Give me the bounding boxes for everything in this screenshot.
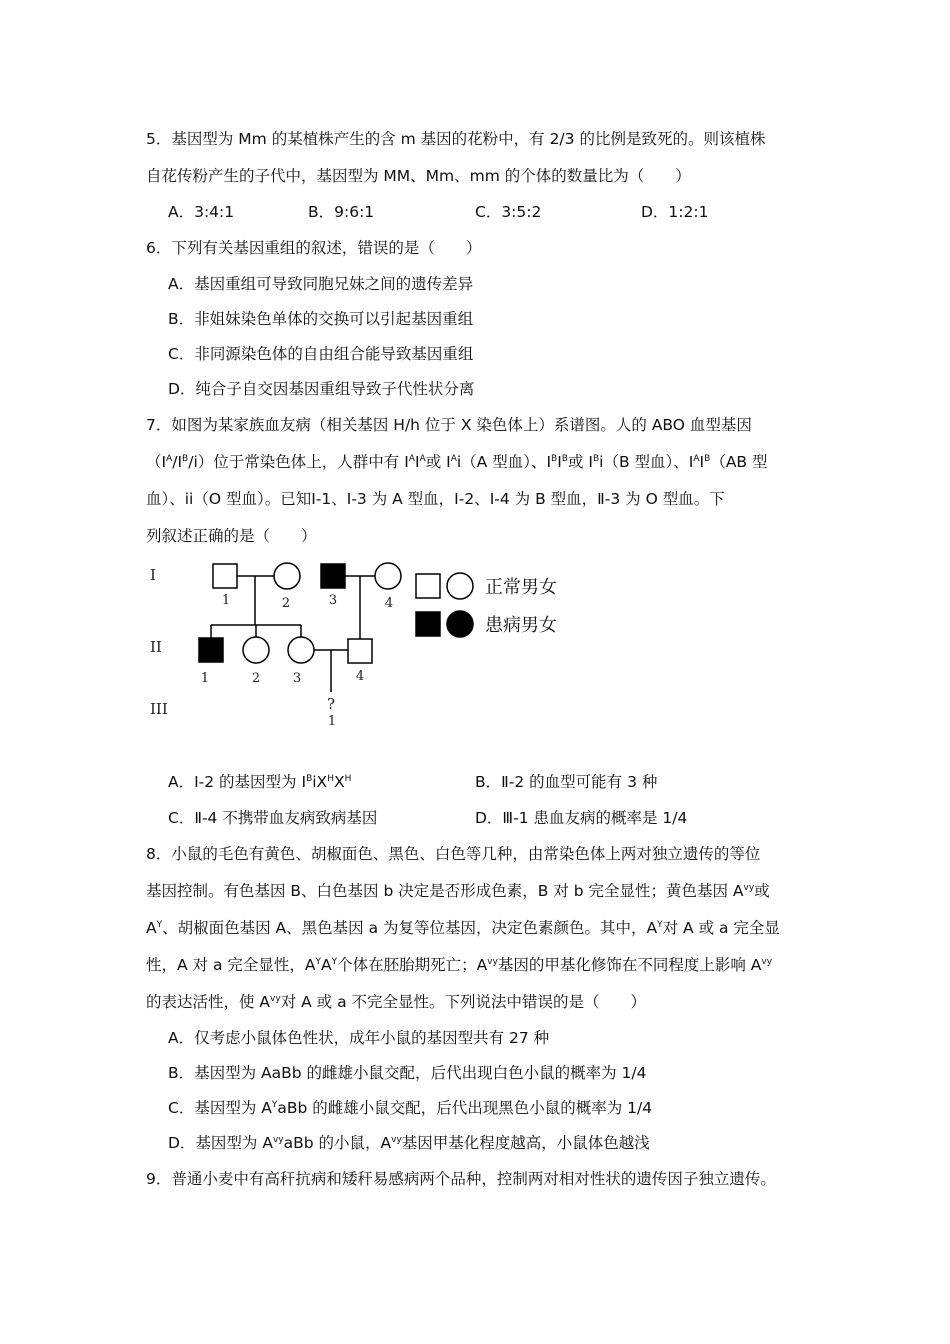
- gen1-num-3: 3: [328, 593, 338, 608]
- legend-normal-label: 正常男女: [485, 577, 557, 598]
- gen2-num-2: 2: [251, 671, 261, 686]
- q6-option-b[interactable]: B．非姐妹染色单体的交换可以引起基因重组: [168, 310, 474, 328]
- q5-option-a[interactable]: A．3:4:1: [168, 203, 235, 221]
- q7-stem-line4: 列叙述正确的是（ ）: [146, 527, 317, 545]
- q6-option-c[interactable]: C．非同源染色体的自由组合能导致基因重组: [168, 345, 474, 363]
- gen2-num-1: 1: [200, 671, 210, 686]
- q7-stem-line2: $(I^A/I^B/i)$位于常染色体上，人群中有 $I^AI^A$或 $I^Ai(A$ 型血）、$I^BI^B$或 $I^Bi(B$ 型血）、$I^AI^B(AB$ 型: [146, 453, 768, 471]
- gen3-num-1: 1: [327, 714, 337, 729]
- q8-stem-line5: 的表达活性，使 $A^{vy}$对 A 或 a 不完全显性。下列说法中错误的是（ ）: [146, 993, 646, 1011]
- q8-option-d[interactable]: D．基因型为 $A^{vy}aBb$ 的小鼠，$A^{vy}$基因甲基化程度越高，小鼠体色越浅: [168, 1134, 650, 1152]
- q7-stem-line1: 7．如图为某家族血友病（相关基因 H/h 位于 X 染色体上）系谱图。人的 ABO 血型基因: [146, 416, 752, 434]
- q6-stem: 6．下列有关基因重组的叙述，错误的是（ ）: [146, 239, 482, 257]
- q5-stem-line1: 5．基因型为 Mm 的某植株产生的含 m 基因的花粉中，有 2/3 的比例是致死的。则该植株: [146, 130, 766, 148]
- q5-option-c[interactable]: C．3:5:2: [475, 203, 542, 221]
- legend-female-normal-icon: [447, 573, 473, 599]
- gen-label-3: III: [150, 700, 168, 718]
- q7-option-b[interactable]: B．Ⅱ-2 的血型可能有 3 种: [475, 773, 658, 791]
- gen2-num-4: 4: [355, 669, 365, 684]
- gen2-male-1-affected: [199, 638, 223, 662]
- gen-label-1: I: [150, 566, 156, 584]
- q8-stem-line1: 8．小鼠的毛色有黄色、胡椒面色、黑色、白色等几种，由常染色体上两对独立遗传的等位: [146, 845, 761, 863]
- q8-stem-line4: 性，A 对 a 完全显性，$A^YA^Y$个体在胚胎期死亡；$A^{vy}$基因的甲基化修饰在不同程度上影响 $A^{vy}$: [146, 956, 773, 974]
- q5-option-d[interactable]: D．1:2:1: [641, 203, 709, 221]
- q5-option-b[interactable]: B．9:6:1: [308, 203, 375, 221]
- gen1-male-3-affected: [321, 564, 345, 588]
- q9-stem-line1: 9．普通小麦中有高秆抗病和矮秆易感病两个品种，控制两对相对性状的遗传因子独立遗传。: [146, 1170, 776, 1188]
- gen1-num-2: 2: [281, 596, 291, 611]
- gen2-female-2: [243, 637, 269, 663]
- q8-option-b[interactable]: B．基因型为 AaBb 的雌雄小鼠交配，后代出现白色小鼠的概率为 1/4: [168, 1064, 647, 1082]
- q7-option-c[interactable]: C．Ⅱ-4 不携带血友病致病基因: [168, 809, 378, 827]
- legend-female-affected-icon: [447, 611, 473, 637]
- gen1-female-2: [274, 563, 300, 589]
- q7-stem-line3: 血）、ii（O 型血）。已知Ⅰ-1、Ⅰ-3 为 A 型血，Ⅰ-2、Ⅰ-4 为 B 型血，Ⅱ-3 为 O 型血。下: [146, 490, 725, 508]
- gen2-female-3: [288, 637, 314, 663]
- q7-option-a[interactable]: A．Ⅰ-2 的基因型为 $I^BiX^HX^H$: [168, 773, 352, 791]
- gen-label-2: II: [150, 638, 162, 656]
- q8-option-a[interactable]: A．仅考虑小鼠体色性状，成年小鼠的基因型共有 27 种: [168, 1029, 550, 1047]
- q7-option-d[interactable]: D．Ⅲ-1 患血友病的概率是 1/4: [475, 809, 688, 827]
- gen2-num-3: 3: [292, 671, 302, 686]
- gen1-female-4: [375, 563, 401, 589]
- gen2-male-4: [348, 639, 372, 663]
- q8-option-c[interactable]: C．基因型为 $A^YaBb$ 的雌雄小鼠交配，后代出现黑色小鼠的概率为 1/4: [168, 1099, 653, 1117]
- gen3-unknown-mark: ?: [326, 695, 336, 713]
- q5-stem-line2: 自花传粉产生的子代中，基因型为 MM、Mm、mm 的个体的数量比为（ ）: [146, 167, 691, 185]
- legend-affected-label: 患病男女: [485, 615, 557, 636]
- pedigree-chart: [140, 556, 580, 741]
- legend-male-normal-icon: [416, 574, 440, 598]
- gen1-num-4: 4: [384, 596, 394, 611]
- q6-option-d[interactable]: D．纯合子自交因基因重组导致子代性状分离: [168, 380, 475, 398]
- gen1-male-1: [213, 564, 237, 588]
- legend-male-affected-icon: [416, 612, 440, 636]
- q8-stem-line2: 基因控制。有色基因 B、白色基因 b 决定是否形成色素，B 对 b 完全显性；黄色基因 $A^{vy}$或: [146, 882, 770, 900]
- q6-option-a[interactable]: A．基因重组可导致同胞兄妹之间的遗传差异: [168, 275, 474, 293]
- q8-stem-line3: $A^Y$、胡椒面色基因 A、黑色基因 a 为复等位基因，决定色素颜色。其中，$A^Y$对 A 或 a 完全显: [146, 919, 780, 937]
- gen1-num-1: 1: [221, 593, 231, 608]
